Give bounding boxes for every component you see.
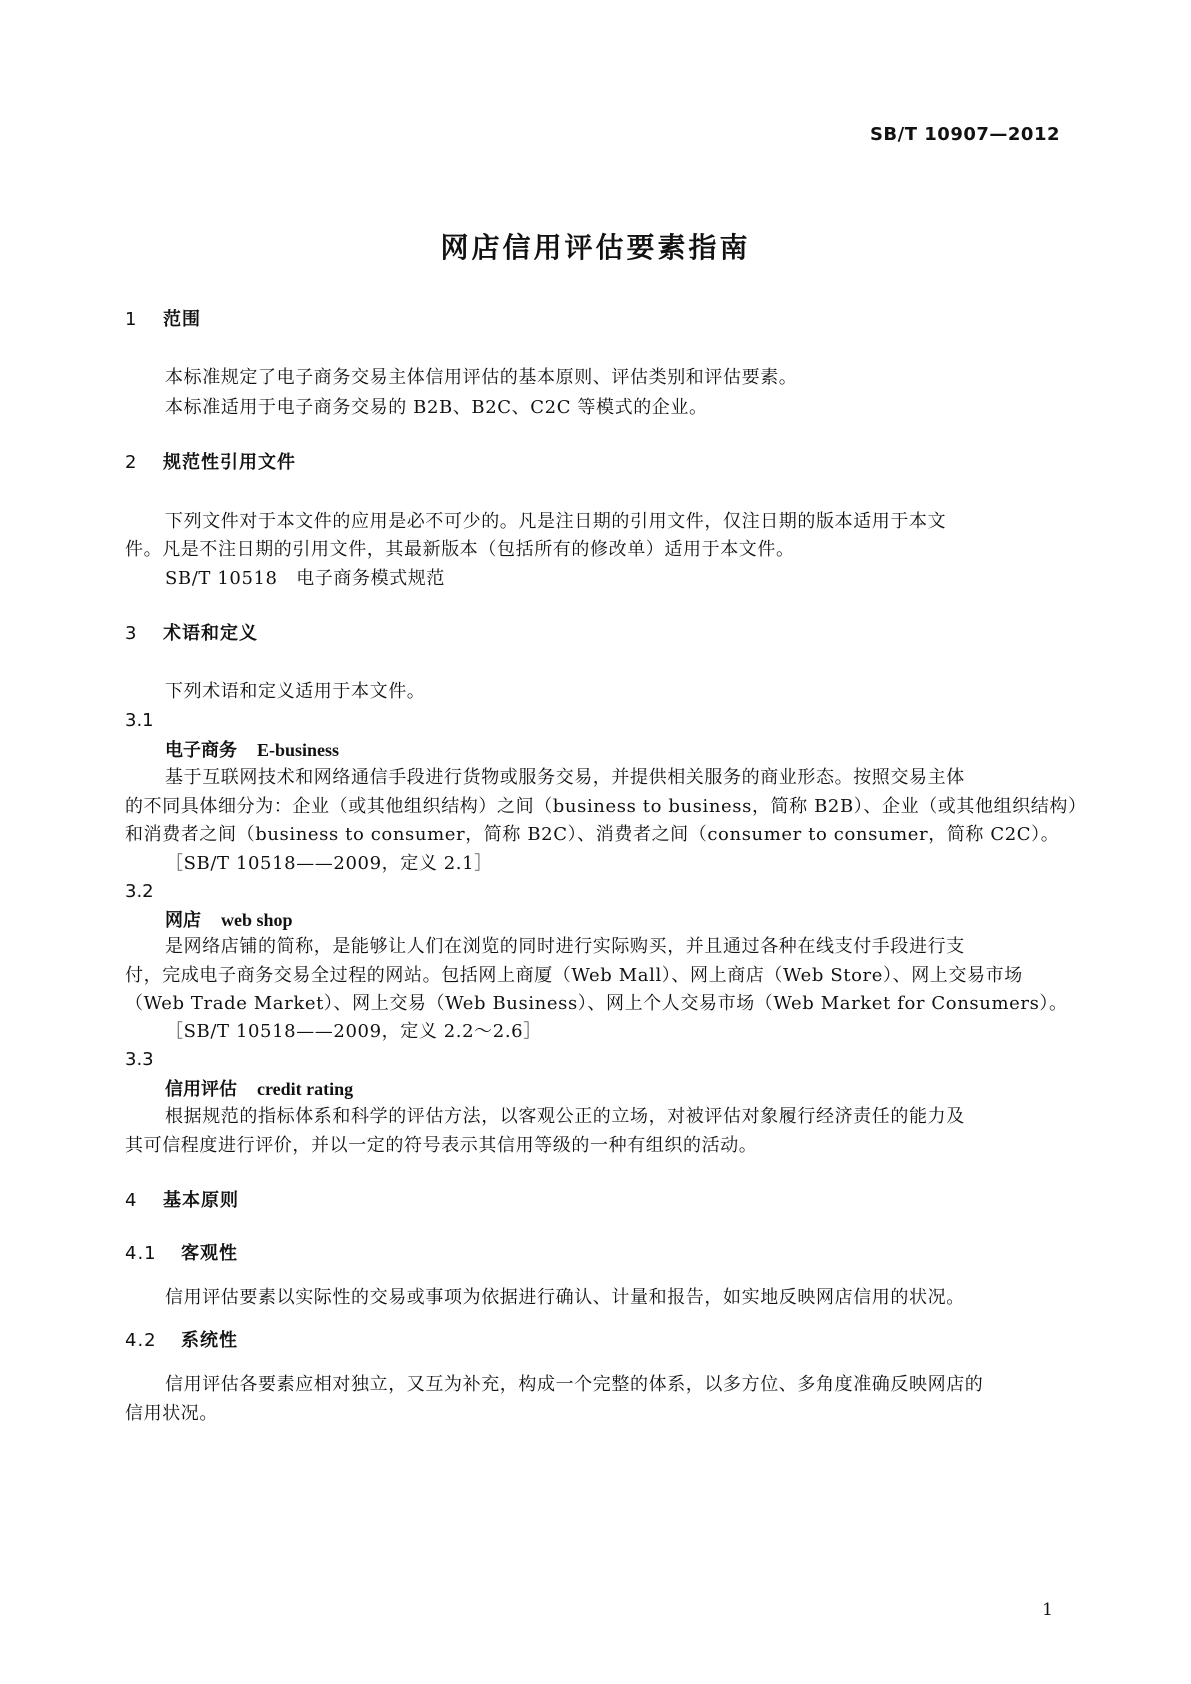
- clause-4-2-heading: [125, 1329, 238, 1353]
- term-number: 3.3: [125, 1049, 154, 1070]
- normative-reference: SB/T 10518 电子商务模式规范: [165, 568, 446, 589]
- definition-line: 根据规范的指标体系和科学的评估方法，以客观公正的立场，对被评估对象履行经济责任的能力及: [165, 1106, 965, 1127]
- section-4-heading: [125, 1189, 239, 1213]
- clause-title: 客观性: [181, 1243, 238, 1264]
- term-heading: [165, 1077, 353, 1102]
- document-title: 网店信用评估要素指南: [440, 231, 751, 264]
- section-number: 1: [125, 309, 138, 330]
- term-heading: [165, 908, 293, 933]
- definition-line: （Web Trade Market）、网上交易（Web Business）、网上个人交易市场（Web Market for Consumers）。: [125, 993, 1068, 1014]
- paragraph: 本标准适用于电子商务交易的 B2B、B2C、C2C 等模式的企业。: [165, 397, 708, 418]
- standard-code: SB/T 10907—2012: [869, 124, 1060, 145]
- section-title: 范围: [163, 309, 201, 330]
- section-title: 术语和定义: [163, 623, 258, 644]
- definition-line: 是网络店铺的简称，是能够让人们在浏览的同时进行实际购买，并且通过各种在线支付手段进行支: [165, 936, 965, 957]
- clause-number: 4.2: [125, 1330, 157, 1351]
- term-number: 3.1: [125, 710, 154, 731]
- definition-source: ［SB/T 10518——2009，定义 2.1］: [165, 853, 493, 874]
- term-number: 3.2: [125, 881, 154, 902]
- paragraph-line: 件。凡是不注日期的引用文件，其最新版本（包括所有的修改单）适用于本文件。: [125, 539, 795, 560]
- paragraph: 下列术语和定义适用于本文件。: [165, 681, 426, 702]
- term-en: E-business: [257, 740, 340, 760]
- definition-line: 基于互联网技术和网络通信手段进行货物或服务交易，并提供相关服务的商业形态。按照交易主体: [165, 767, 965, 788]
- term-zh: 电子商务: [165, 740, 237, 761]
- term-zh: 网店: [165, 910, 201, 931]
- term-en: credit rating: [257, 1079, 354, 1099]
- clause-title: 系统性: [181, 1330, 238, 1351]
- paragraph: 信用评估要素以实际性的交易或事项为依据进行确认、计量和报告，如实地反映网店信用的状况。: [165, 1287, 965, 1308]
- section-2-heading: [125, 451, 296, 475]
- section-1-heading: [125, 308, 201, 332]
- paragraph-line: 下列文件对于本文件的应用是必不可少的。凡是注日期的引用文件，仅注日期的版本适用于本文: [165, 511, 947, 532]
- clause-4-1-heading: [125, 1242, 238, 1266]
- page-number: 1: [1042, 1600, 1053, 1620]
- clause-number: 4.1: [125, 1243, 157, 1264]
- definition-line: 的不同具体细分为：企业（或其他组织结构）之间（business to business，简称 B2B）、企业（或其他组织结构）: [125, 796, 1087, 817]
- paragraph: 本标准规定了电子商务交易主体信用评估的基本原则、评估类别和评估要素。: [165, 367, 798, 388]
- term-en: web shop: [221, 910, 293, 930]
- term-zh: 信用评估: [165, 1079, 237, 1100]
- section-number: 3: [125, 623, 138, 644]
- definition-source: ［SB/T 10518——2009，定义 2.2～2.6］: [165, 1021, 542, 1042]
- paragraph-line: 信用评估各要素应相对独立，又互为补充，构成一个完整的体系，以多方位、多角度准确反映网店的: [165, 1374, 984, 1395]
- section-number: 2: [125, 452, 138, 473]
- section-title: 基本原则: [163, 1190, 239, 1211]
- section-3-heading: [125, 622, 258, 646]
- section-number: 4: [125, 1190, 138, 1211]
- section-title: 规范性引用文件: [163, 452, 296, 473]
- paragraph-line: 信用状况。: [125, 1403, 218, 1424]
- definition-line: 付，完成电子商务交易全过程的网站。包括网上商厦（Web Mall）、网上商店（Web Store）、网上交易市场: [125, 965, 1023, 986]
- definition-line: 其可信程度进行评价，并以一定的符号表示其信用等级的一种有组织的活动。: [125, 1135, 758, 1156]
- term-heading: [165, 738, 339, 763]
- definition-line: 和消费者之间（business to consumer，简称 B2C）、消费者之间（consumer to consumer，简称 C2C）。: [125, 824, 1060, 845]
